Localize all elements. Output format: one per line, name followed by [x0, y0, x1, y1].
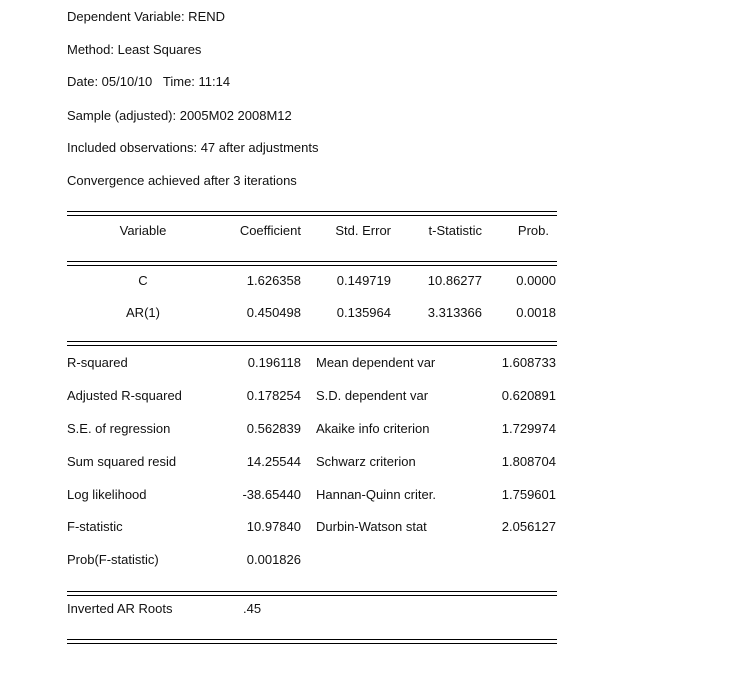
- stat-label: S.E. of regression: [67, 421, 171, 436]
- stat-value: 0.001826: [246, 552, 301, 567]
- table-bottom-rule: [67, 639, 557, 640]
- std-error-value: 0.135964: [336, 305, 391, 320]
- col-header-prob: Prob.: [517, 223, 549, 238]
- stat-value-right: 1.808704: [501, 454, 556, 469]
- stat-value: 0.562839: [246, 421, 301, 436]
- stat-label-right: Schwarz criterion: [316, 454, 416, 469]
- stat-label: F-statistic: [67, 519, 123, 534]
- stat-value: 0.196118: [247, 355, 301, 370]
- convergence-note: Convergence achieved after 3 iterations: [67, 173, 297, 188]
- table-top-rule-2: [67, 215, 557, 216]
- stat-value: 0.178254: [246, 388, 301, 403]
- stat-label: Prob(F-statistic): [67, 552, 159, 567]
- col-header-variable: Variable: [119, 223, 167, 238]
- method: Method: Least Squares: [67, 42, 202, 57]
- t-statistic-value: 3.313366: [427, 305, 482, 320]
- stat-value: 10.97840: [246, 519, 301, 534]
- stat-value-right: 1.759601: [501, 487, 556, 502]
- stat-label-right: S.D. dependent var: [316, 388, 429, 403]
- roots-rule: [67, 591, 557, 592]
- stats-rule: [67, 341, 557, 342]
- stat-label-right: Akaike info criterion: [316, 421, 430, 436]
- col-header-coefficient: Coefficient: [239, 223, 301, 238]
- stats-rule-2: [67, 345, 557, 346]
- stat-label-right: Durbin-Watson stat: [316, 519, 427, 534]
- stat-label: Sum squared resid: [67, 454, 177, 469]
- dependent-variable: Dependent Variable: REND: [67, 9, 226, 24]
- variable-name: C: [138, 273, 148, 288]
- header-rule: [67, 261, 557, 262]
- t-statistic-value: 10.86277: [427, 273, 482, 288]
- stat-value-right: 1.729974: [501, 421, 556, 436]
- stat-value: 14.25544: [246, 454, 301, 469]
- stat-label-right: Hannan-Quinn criter.: [316, 487, 436, 502]
- table-bottom-rule-2: [67, 643, 557, 644]
- roots-label: Inverted AR Roots: [67, 601, 173, 616]
- coefficient-value: 1.626358: [246, 273, 301, 288]
- included-observations: Included observations: 47 after adjustments: [67, 140, 319, 155]
- col-header-std-error: Std. Error: [335, 223, 391, 238]
- roots-rule-2: [67, 595, 557, 596]
- prob-value: 0.0018: [516, 305, 556, 320]
- header-rule-2: [67, 265, 557, 266]
- variable-name: AR(1): [126, 305, 160, 320]
- std-error-value: 0.149719: [336, 273, 391, 288]
- stat-label: Adjusted R-squared: [67, 388, 182, 403]
- date-time: Date: 05/10/10 Time: 11:14: [67, 74, 231, 89]
- stat-label: R-squared: [67, 355, 128, 370]
- stat-label-right: Mean dependent var: [316, 355, 436, 370]
- coefficient-value: 0.450498: [246, 305, 301, 320]
- roots-value: .45: [243, 601, 262, 616]
- stat-value-right: 1.608733: [501, 355, 556, 370]
- table-top-rule: [67, 211, 557, 212]
- stat-value-right: 2.056127: [501, 519, 556, 534]
- col-header-t-statistic: t-Statistic: [428, 223, 482, 238]
- stat-label: Log likelihood: [67, 487, 147, 502]
- sample-range: Sample (adjusted): 2005M02 2008M12: [67, 108, 292, 123]
- stat-value-right: 0.620891: [501, 388, 556, 403]
- stat-value: -38.65440: [242, 487, 301, 502]
- prob-value: 0.0000: [516, 273, 556, 288]
